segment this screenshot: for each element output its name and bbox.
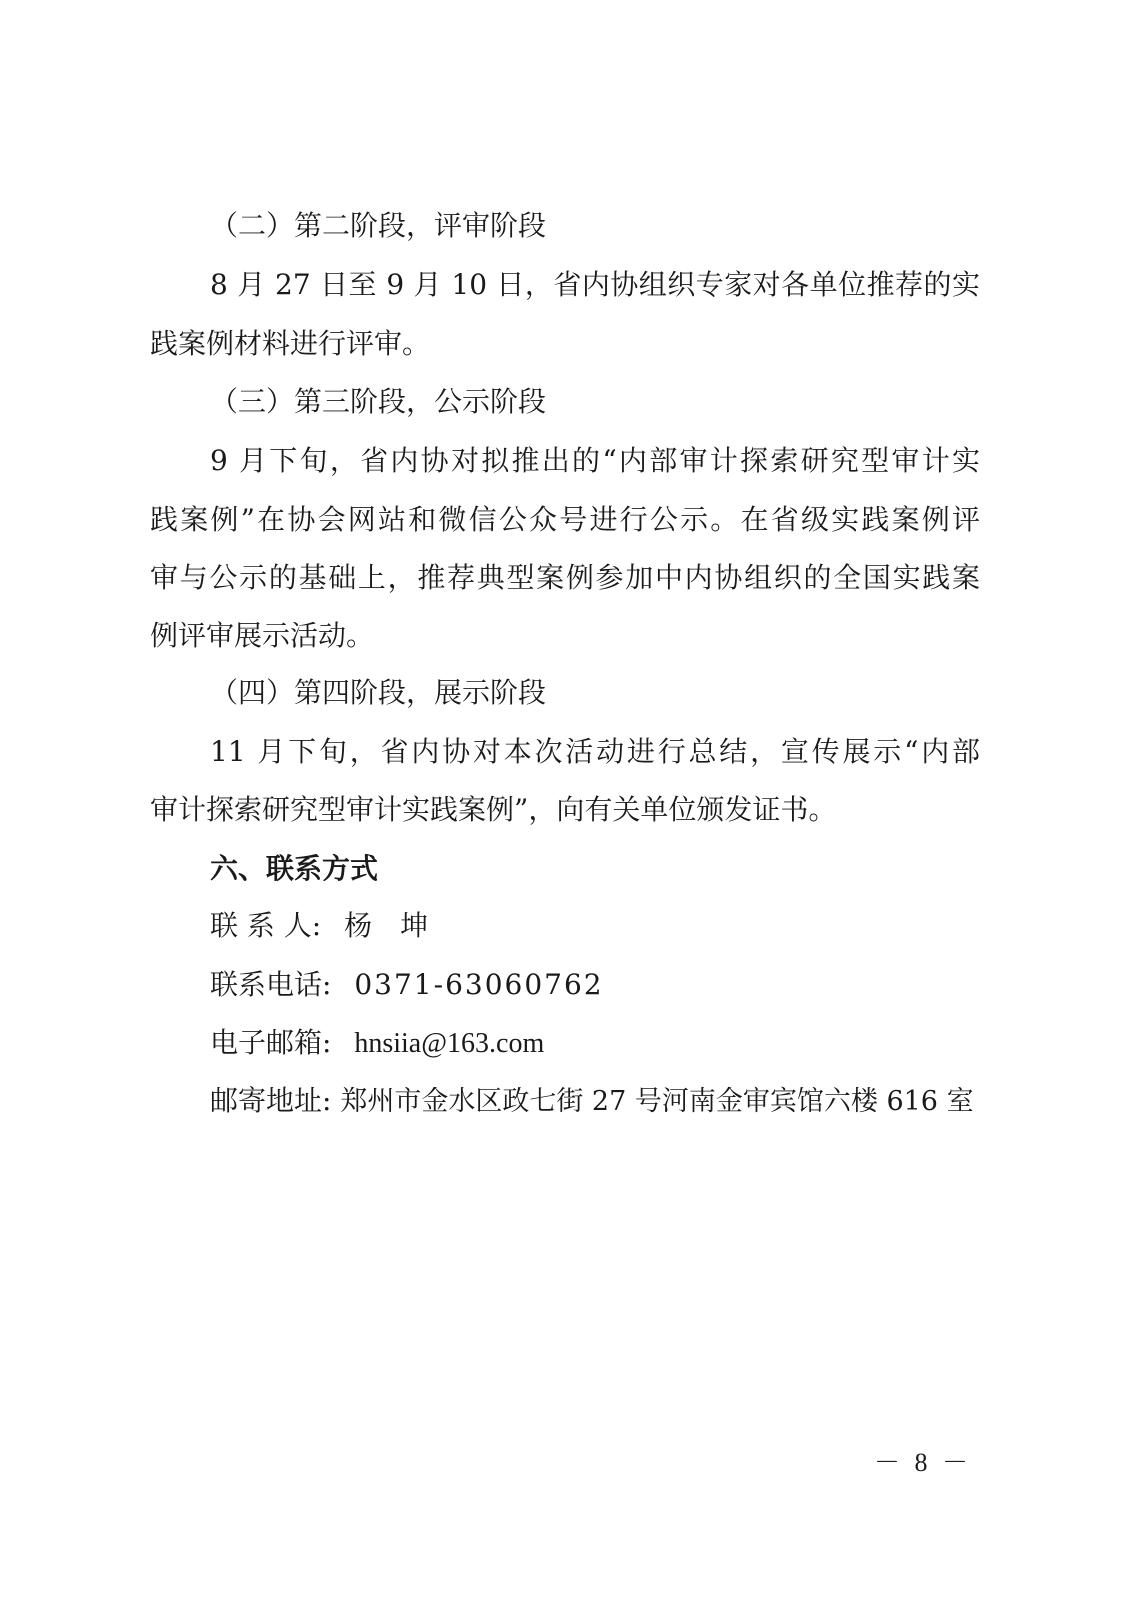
stage2-paragraph-line-2: 践案例材料进行评审。 — [150, 327, 431, 360]
stage3-paragraph-line-3: 审与公示的基础上，推荐典型案例参加中内协组织的全国实践案 — [150, 561, 980, 594]
contact-phone-row — [210, 965, 980, 1005]
contact-address-row — [210, 1081, 990, 1122]
stage2-heading: （二）第二阶段，评审阶段 — [210, 209, 547, 242]
stage3-paragraph-line-4: 例评审展示活动。 — [150, 619, 375, 652]
contact-heading: 六、联系方式 — [210, 852, 379, 885]
contact-email-label: 电子邮箱: — [210, 1026, 332, 1059]
stage2-paragraph-line-1: 8 月 27 日至 9 月 10 日，省内协组织专家对各单位推荐的实 — [210, 268, 980, 301]
stage4-heading: （四）第四阶段，展示阶段 — [210, 676, 547, 709]
page-number: － 8 － — [873, 1448, 972, 1477]
stage4-paragraph-line-1: 11 月下旬，省内协对本次活动进行总结，宣传展示“内部 — [210, 735, 980, 768]
contact-person-row — [210, 906, 980, 946]
contact-email-row — [210, 1023, 980, 1064]
contact-phone-value: 0371-63060762 — [354, 968, 604, 1001]
stage3-paragraph-line-1: 9 月下旬，省内协对拟推出的“内部审计探索研究型审计实 — [210, 444, 980, 477]
stage3-heading: （三）第三阶段，公示阶段 — [210, 385, 547, 418]
contact-email-link[interactable]: hnsiia@163.com — [354, 1028, 545, 1059]
contact-person-value: 杨 坤 — [344, 909, 429, 942]
contact-person-label: 联 系 人: — [210, 909, 322, 942]
contact-address-value: 郑州市金水区政七街 27 号河南金审宾馆六楼 616 室 — [340, 1086, 974, 1117]
stage3-paragraph-line-2: 践案例”在协会网站和微信公众号进行公示。在省级实践案例评 — [150, 503, 980, 536]
contact-address-label: 邮寄地址: — [210, 1084, 332, 1117]
contact-phone-label: 联系电话: — [210, 968, 332, 1001]
stage4-paragraph-line-2: 审计探索研究型审计实践案例”，向有关单位颁发证书。 — [150, 793, 837, 826]
